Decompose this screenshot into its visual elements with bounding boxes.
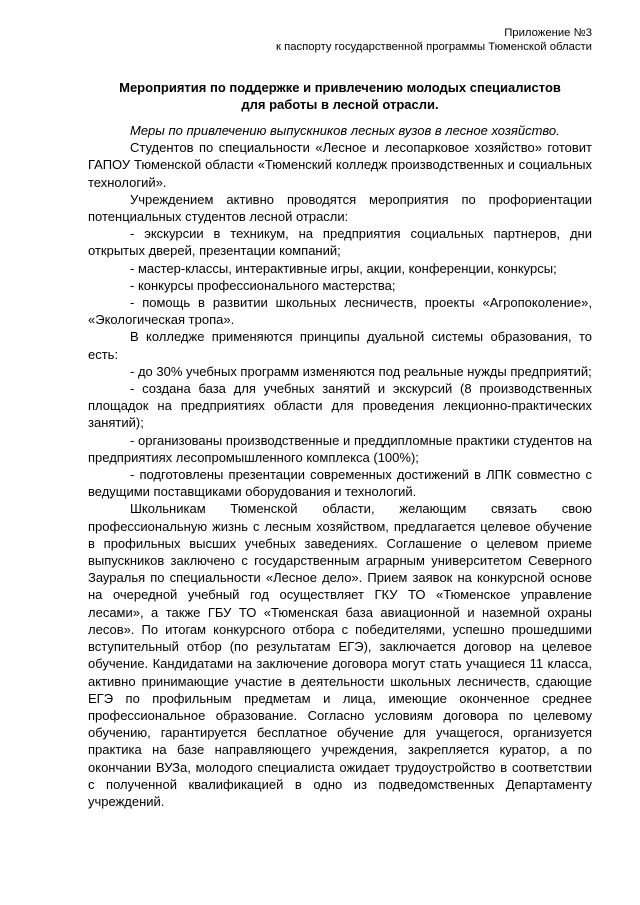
list-item: - мастер-классы, интерактивные игры, акции, конференции, конкурсы;	[130, 260, 557, 276]
list-item: - конкурсы профессионального мастерства;	[130, 277, 396, 293]
appendix-number: Приложение №3	[504, 27, 592, 39]
section-subtitle: Меры по привлечению выпускников лесных вузов в лесное хозяйство.	[130, 123, 560, 138]
list-item: - подготовлены презентации современных достижений в ЛПК совместно с ведущими поставщиками оборудования и технологий.	[88, 467, 592, 500]
list-item: - организованы производственные и преддипломные практики студентов на предприятиях лесопромышленного комплекса (100%);	[88, 432, 592, 465]
list-item: - создана база для учебных занятий и экскурсий (8 производственных площадок на предприятиях области для проведения лекционно-практических занятий);	[88, 381, 592, 431]
appendix-header	[276, 26, 592, 54]
document-title	[88, 79, 592, 113]
paragraph-dual-education: В колледже применяются принципы дуальной системы образования, то есть:	[88, 329, 592, 362]
document-body	[88, 122, 592, 810]
title-line-1: Мероприятия по поддержке и привлечению молодых специалистов	[119, 80, 561, 95]
title-line-2: для работы в лесной отрасли.	[241, 97, 439, 112]
paragraph-college: Студентов по специальности «Лесное и лесопарковое хозяйство» готовит ГАПОУ Тюменской области «Тюменский колледж производственных и социальных технологий».	[88, 140, 592, 190]
list-item: - помощь в развитии школьных лесничеств, проекты «Агропоколение», «Экологическая тропа».	[88, 295, 592, 328]
paragraph-career-guidance: Учреждением активно проводятся мероприятия по профориентации потенциальных студентов лесной отрасли:	[88, 191, 592, 225]
appendix-reference: к паспорту государственной программы Тюменской области	[276, 41, 592, 53]
list-item: - до 30% учебных программ изменяются под реальные нужды предприятий;	[130, 363, 592, 379]
list-item: - экскурсии в техникум, на предприятия социальных партнеров, дни открытых дверей, презентации компаний;	[88, 226, 592, 259]
paragraph-targeted-training: Школьникам Тюменской области, желающим связать свою профессиональную жизнь с лесным хозяйством, предлагается целевое обучение в профильных высших учебных заведениях. Соглашение о целевом приеме выпускников заключено с государственным аграрным университетом Северного Зауралья по специальности «Лесное дело». Прием заявок на конкурсной основе на очередной учебный год осуществляет ГКУ ТО «Тюменское управление лесами», а также ГБУ ТО «Тюменская база авиационной и наземной охраны лесов». По итогам конкурсного отбора с победителями, успешно прошедшими вступительный отбор (по результатам ЕГЭ), заключается договор на целевое обучение. Кандидатами на заключение договора могут стать учащиеся 11 класса, активно принимающие участие в деятельности школьных лесничеств, сдающие ЕГЭ по профильным предметам и лица, имеющие оконченное среднее профессиональное образование. Согласно условиям договора по целевому обучению, гарантируется бесплатное обучение для учащегося, организуется практика на базе направляющего учреждения, закрепляется куратор, а по окончании ВУЗа, молодого специалиста ожидает трудоустройство в соответствии с полученной квалификацией в одно из подведомственных Департаменту учреждений.	[88, 501, 592, 809]
